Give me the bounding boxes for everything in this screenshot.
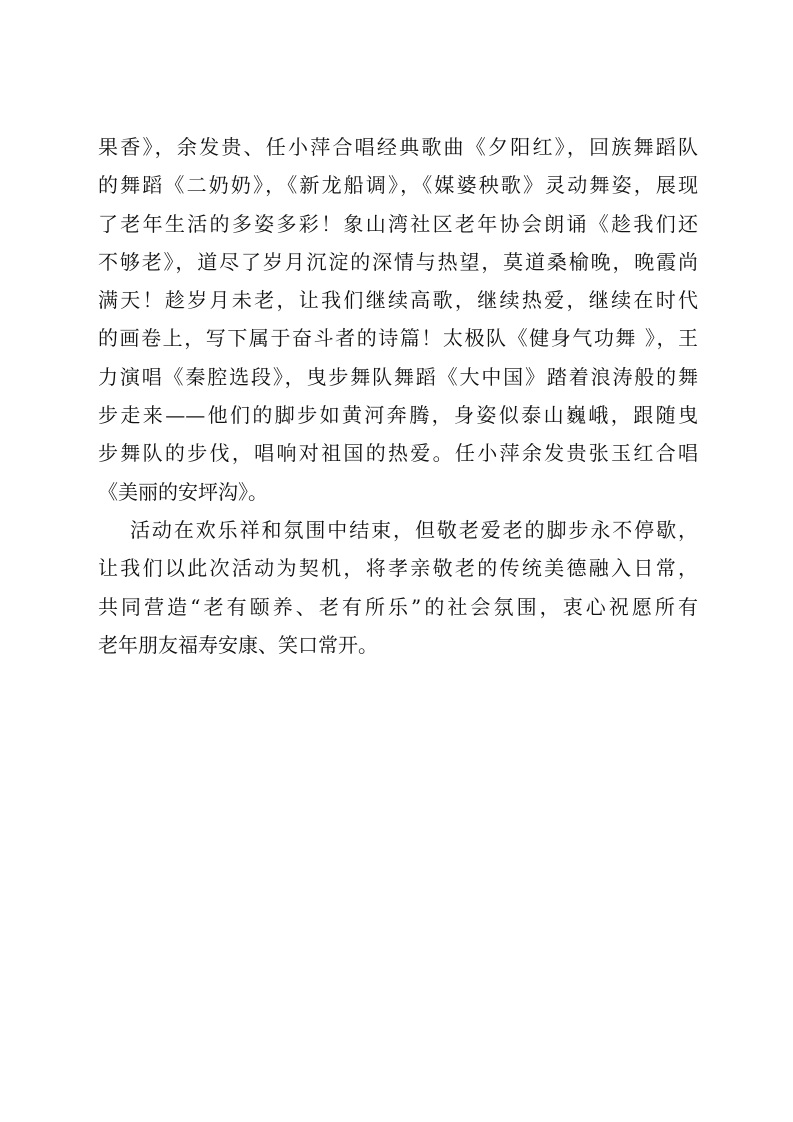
document-body xyxy=(98,128,698,664)
paragraph-line: 果香》，余发贵、任小萍合唱经典歌曲《夕阳红》，回族舞蹈队 xyxy=(98,135,698,159)
paragraph-line: 活动在欢乐祥和氛围中结束，但敬老爱老的脚步永不停歇， xyxy=(130,517,698,542)
paragraph-line: 的画卷上，写下属于奋斗者的诗篇！太极队《健身气功舞 》，王 xyxy=(98,326,698,351)
paragraph-line: 的舞蹈《二奶奶》，《新龙船调》，《媒婆秧歌》灵动舞姿，展现 xyxy=(98,173,698,198)
paragraph-line: 共同营造“老有颐养、老有所乐”的社会氛围，衷心祝愿所有 xyxy=(98,594,698,619)
paragraph-line: 了老年生活的多姿多彩！象山湾社区老年协会朗诵《趁我们还 xyxy=(98,211,698,236)
paragraph-line: 老年朋友福寿安康、笑口常开。 xyxy=(98,632,378,657)
paragraph-line: 不够老》，道尽了岁月沉淀的深情与热望，莫道桑榆晚，晚霞尚 xyxy=(98,249,698,274)
paragraph-line: 《美丽的安坪沟》。 xyxy=(98,479,268,504)
paragraph-line: 步舞队的步伐，唱响对祖国的热爱。任小萍余发贵张玉红合唱 xyxy=(98,441,698,466)
paragraph-line: 力演唱《秦腔选段》，曳步舞队舞蹈《大中国》踏着浪涛般的舞 xyxy=(98,364,698,389)
paragraph-1 xyxy=(98,128,698,511)
paragraph-line: 让我们以此次活动为契机，将孝亲敬老的传统美德融入日常， xyxy=(98,556,698,581)
paragraph-line: 满天！趁岁月未老，让我们继续高歌，继续热爱，继续在时代 xyxy=(98,288,698,313)
paragraph-2 xyxy=(98,511,698,664)
paragraph-line: 步走来——他们的脚步如黄河奔腾，身姿似泰山巍峨，跟随曳 xyxy=(98,403,698,428)
